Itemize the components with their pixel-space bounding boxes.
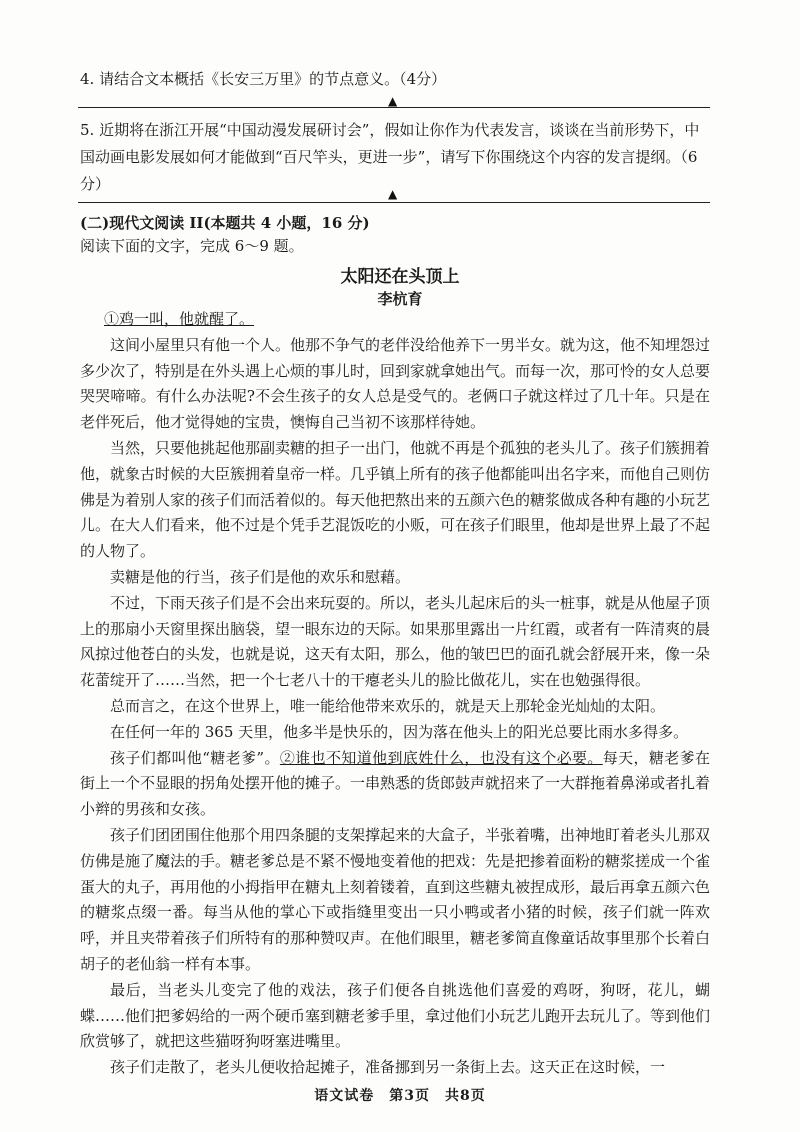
paragraph: 卖糖是他的行当，孩子们是他的欢乐和慰藉。	[110, 567, 411, 586]
article-opening	[80, 307, 710, 333]
paragraph: 孩子们走散了，老头儿便收拾起摊子，准备挪到另一条街上去。这天正在这时候，一	[110, 1058, 666, 1077]
article-author: 李杭育	[377, 290, 423, 308]
article-body	[80, 307, 710, 1081]
answer-triangle-marker: ▲	[388, 94, 398, 108]
paragraph-text: 孩子们都叫他“糖老爹”。	[110, 748, 280, 767]
answer-triangle-marker: ▲	[388, 187, 398, 201]
article-title: 太阳还在头顶上	[340, 267, 460, 287]
paragraph: 最后，当老头儿变完了他的戏法，孩子们便各自挑选他们喜爱的鸡呀，狗呀，花儿，蝴蝶……他们把爹妈给的一两个硬币塞到糖老爹手里，拿过他们小玩艺儿跑开去玩儿了。等到他们欣赏够了，就把这些猫呀狗呀塞进嘴里。	[80, 980, 711, 1051]
section-instruction: 阅读下面的文字，完成 6～9 题。	[80, 237, 304, 255]
underlined-sentence-1: ①鸡一叫，他就醒了。	[104, 310, 255, 328]
paragraph: 当然，只要他挑起他那副卖糖的担子一出门，他就不再是个孤独的老头儿了。孩子们簇拥着他，就象古时候的大臣簇拥着皇帝一样。几乎镇上所有的孩子他都能叫出名字来，而他自己则仿佛是为着别人家的孩子们而活着似的。每天他把熬出来的五颜六色的糖浆做成各种有趣的小玩艺儿。在大人们看来，他不过是个凭手艺混饭吃的小贩，可在孩子们眼里，他却是世界上最了不起的人物了。	[80, 438, 711, 561]
question-4: 4. 请结合文本概括《长安三万里》的节点意义。（4分）	[80, 70, 447, 88]
underlined-sentence-2: ②谁也不知道他到底姓什么，也没有这个必要。	[279, 748, 603, 767]
answer-line	[78, 107, 710, 108]
paragraph: 这间小屋里只有他一个人。他那不争气的老伴没给他养下一男半女。就为这，他不知埋怨过多少次了，特别是在外头遇上心烦的事儿时，回到家就拿她出气。而每一次，那可怜的女人总要哭哭啼啼。有什么办法呢?不会生孩子的女人总是受气的。老俩口子就这样过了几十年。只是在老伴死后，他才觉得她的宝贵，懊悔自己当初不该那样待她。	[80, 335, 711, 432]
paragraph: 孩子们团团围住他那个用四条腿的支架撑起来的大盒子，半张着嘴，出神地盯着老头儿那双仿佛是施了魔法的手。糖老爹总是不紧不慢地变着他的把戏：先是把掺着面粉的糖浆搓成一个雀蛋大的丸子，再用他的小拇指甲在糖丸上刻着镂着，直到这些糖丸被捏成形，最后再拿五颜六色的糖浆点缀一番。每当从他的掌心下或指缝里变出一只小鸭或者小猪的时候，孩子们就一阵欢呼，并且夹带着孩子们所特有的那种赞叹声。在他们眼里，糖老爹简直像童话故事里那个长着白胡子的老仙翁一样有本事。	[80, 825, 711, 973]
section-heading: (二)现代文阅读 II(本题共 4 小题，16 分)	[80, 214, 370, 232]
paragraph: 总而言之，在这个世界上，唯一能给他带来欢乐的，就是天上那轮金光灿灿的太阳。	[110, 696, 666, 715]
answer-line	[78, 202, 710, 203]
paragraph: 不过，下雨天孩子们是不会出来玩耍的。所以，老头儿起床后的头一桩事，就是从他屋子顶上的那扇小天窗里探出脑袋，望一眼东边的天际。如果那里露出一片红霞，或者有一阵清爽的晨风掠过他苍白的头发，也就是说，这天有太阳，那么，他的皱巴巴的面孔就会舒展开来，像一朵花蕾绽开了……当然，把一个七老八十的干瘪老头儿的脸比做花儿，实在也勉强得很。	[80, 593, 711, 690]
paragraph	[80, 746, 710, 823]
paragraph: 在任何一年的 365 天里，他多半是快乐的，因为落在他头上的阳光总要比雨水多得多。	[110, 722, 689, 741]
paragraph-text: 每天，糖老爹在街上一个不显眼的拐角处摆开他的摊子。一串熟悉的货郎鼓声就招来了一大群拖着鼻涕或者扎着小辫的男孩和女孩。	[80, 748, 711, 819]
question-5: 5. 近期将在浙江开展“中国动漫发展研讨会”，假如让你作为代表发言，谈谈在当前形势下，中国动画电影发展如何才能做到“百尺竿头，更进一步”，请写下你围绕这个内容的发言提纲。（6分）	[80, 121, 700, 193]
page-footer: 语文试卷 第3页 共8页	[314, 1088, 486, 1104]
